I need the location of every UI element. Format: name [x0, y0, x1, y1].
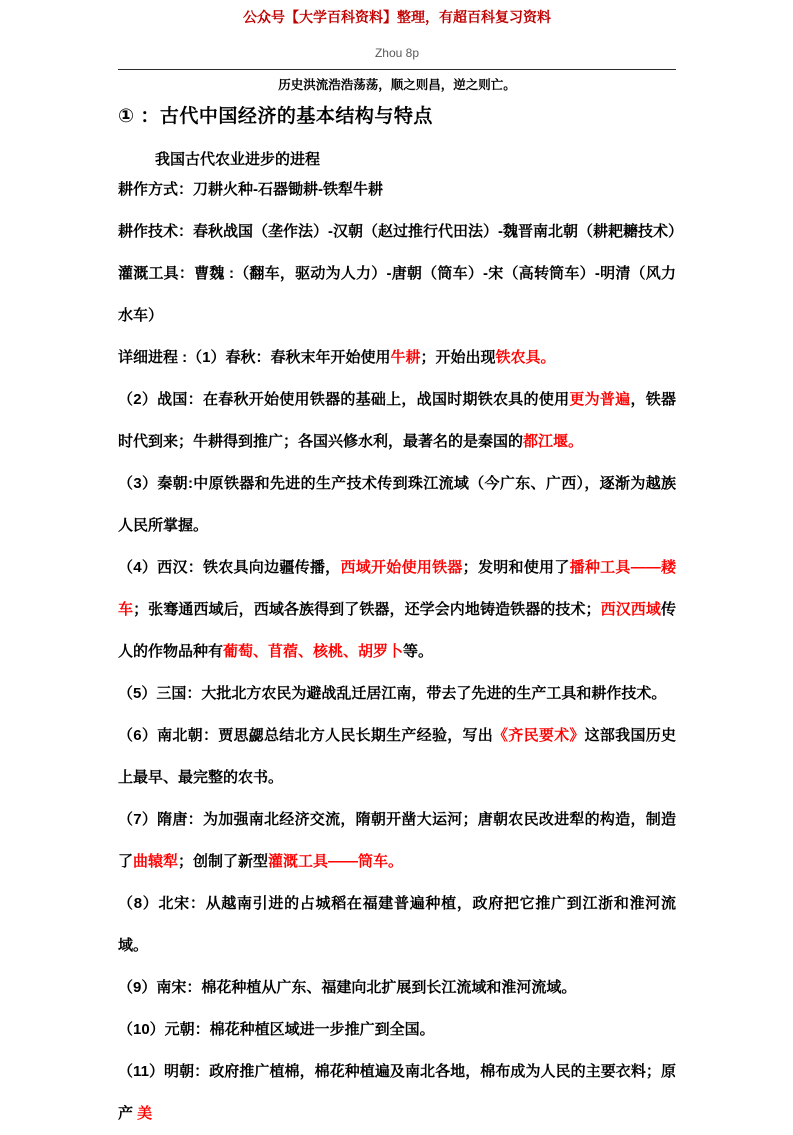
text-segment: ；开始出现	[420, 349, 496, 366]
text-segment: ；张骞通西域后，西域各族得到了铁器，还学会内地铸造铁器的技术；	[133, 601, 601, 618]
motto-text: 历史洪流浩浩荡荡，顺之则昌，逆之则亡。	[278, 78, 516, 92]
emphasis-text: 西域开始使用铁器	[340, 559, 463, 576]
text-segment: 详细进程 :（1）春秋：春秋末年开始使用	[118, 349, 391, 366]
text-segment: 传人的作物品种有	[118, 601, 676, 660]
paragraph	[118, 169, 676, 211]
text-segment: （5）三国：大批北方农民为避战乱迁居江南，带去了先进的生产工具和耕作技术。	[118, 685, 667, 702]
paragraph	[118, 673, 676, 715]
text-segment: ；创制了新型	[178, 853, 269, 870]
document-header	[118, 46, 676, 70]
page-title: ① ：古代中国经济的基本结构与特点	[118, 106, 433, 127]
paragraph	[118, 715, 676, 799]
paragraph	[118, 211, 683, 253]
paragraph	[118, 799, 676, 883]
emphasis-text: 西汉西域	[600, 601, 661, 618]
text-segment: （10）元朝：棉花种植区域进一步推广到全国。	[118, 1021, 435, 1038]
paragraph	[118, 1009, 676, 1051]
emphasis-text: 曲辕犁	[133, 853, 179, 870]
text-segment: ，铁器时代到来；牛耕得到推广；各国兴修水利，最著名的是秦国的	[118, 391, 676, 450]
paragraph	[118, 547, 676, 673]
text-segment: （2）战国：在春秋开始使用铁器的基础上，战国时期铁农具的使用	[118, 391, 570, 408]
emphasis-text: 葡萄、苜蓿、核桃、胡罗卜	[223, 643, 404, 660]
emphasis-text: 《齐民要术》	[493, 727, 585, 744]
emphasis-text: 播种工具——耧车	[118, 559, 676, 618]
paragraph	[118, 337, 676, 379]
text-segment: （8）北宋：从越南引进的占城稻在福建普遍种植，政府把它推广到江浙和淮河流域。	[118, 895, 676, 954]
text-segment: ；发明和使用了	[462, 559, 570, 576]
text-segment: 等。	[403, 643, 434, 660]
header-divider	[118, 69, 676, 70]
text-segment: （11）明朝：政府推广植棉，棉花种植遍及南北各地，棉布成为人民的主要衣料；原产	[118, 1063, 676, 1122]
section-subtitle: 我国古代农业进步的进程	[155, 151, 321, 168]
header-author: Zhou 8p	[374, 46, 420, 60]
paragraph	[118, 253, 676, 337]
text-segment: 灌溉工具：曹魏 :（翻车，驱动为人力）-唐朝（筒车）-宋（高转筒车）-明清（风力水车）	[118, 265, 676, 324]
emphasis-text: 美	[137, 1105, 153, 1122]
text-segment: （9）南宋：棉花种植从广东、福建向北扩展到长江流域和淮河流域。	[118, 979, 577, 996]
paragraph	[118, 883, 676, 967]
paragraph	[118, 967, 676, 1009]
paragraph	[118, 1051, 676, 1135]
emphasis-text: 铁农具。	[495, 349, 556, 366]
banner-text: 公众号【大学百科资料】整理，有超百科复习资料	[243, 9, 551, 25]
paragraph	[118, 379, 676, 463]
text-segment: （3）秦朝:中原铁器和先进的生产技术传到珠江流域（今广东、广西），逐渐为越族人民所掌握。	[118, 475, 676, 534]
text-segment: 耕作方式：刀耕火种-石器锄耕-铁犁牛耕	[118, 181, 383, 198]
text-segment: 耕作技术：春秋战国（垄作法）-汉朝（赵过推行代田法）-魏晋南北朝（耕耙耱技术）	[118, 223, 683, 240]
text-segment: （7）隋唐：为加强南北经济交流，隋朝开凿大运河；唐朝农民改进犁的构造，制造了	[118, 811, 676, 870]
emphasis-text: 更为普遍	[569, 391, 631, 408]
paragraph	[118, 463, 676, 547]
emphasis-text: 都江堰。	[523, 433, 584, 450]
document-body	[118, 169, 683, 1135]
text-segment: （4）西汉：铁农具向边疆传播，	[118, 559, 341, 576]
text-segment: （6）南北朝：贾思勰总结北方人民长期生产经验，写出	[118, 727, 494, 744]
emphasis-text: 牛耕	[390, 349, 421, 366]
emphasis-text: 灌溉工具——筒车。	[268, 853, 404, 870]
text-segment: 这部我国历史上最早、最完整的农书。	[118, 727, 676, 786]
